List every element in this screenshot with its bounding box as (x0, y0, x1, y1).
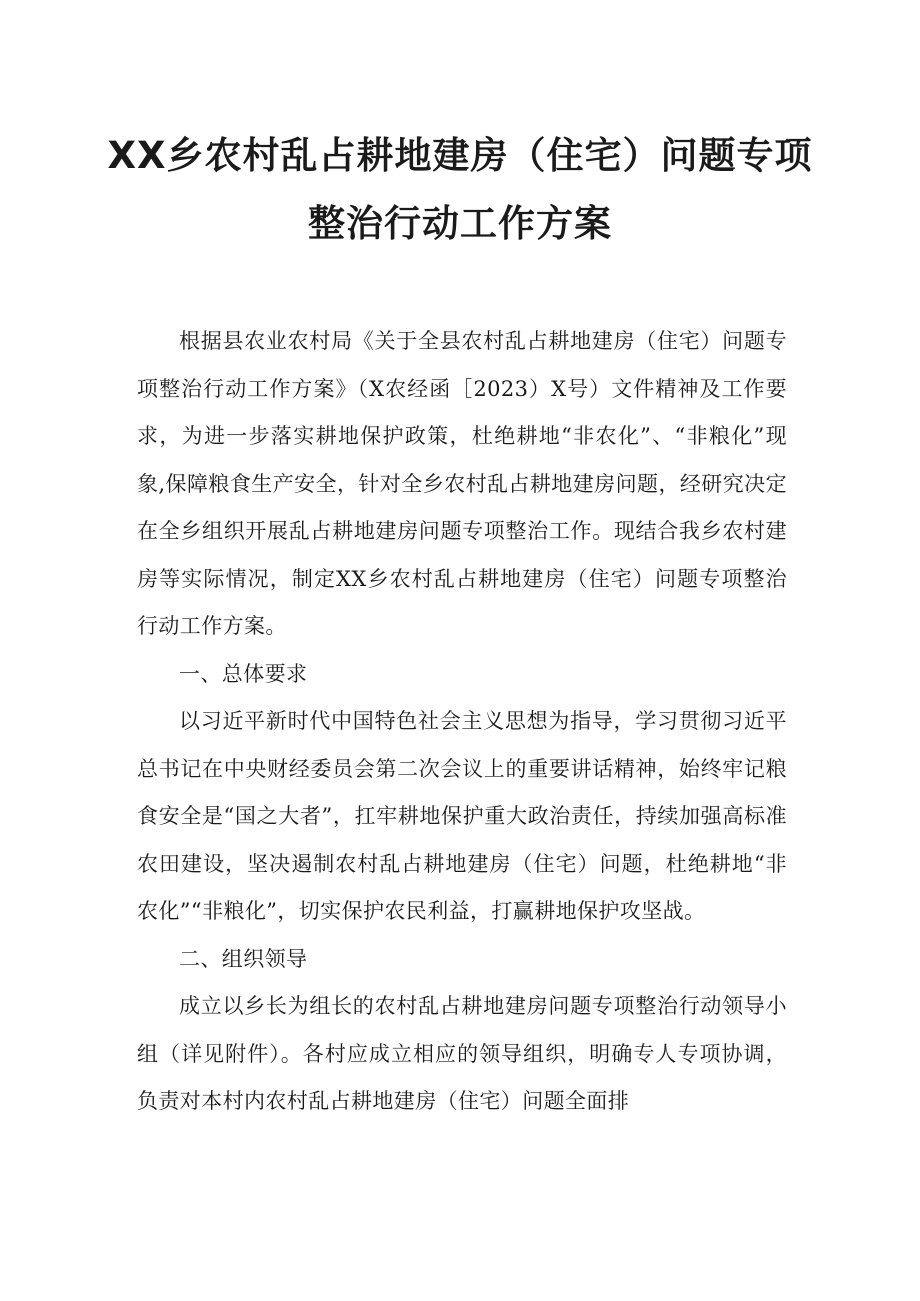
intro-paragraph: 根据县农业农村局《关于全县农村乱占耕地建房（住宅）问题专项整治行动工作方案》（X农经函［2023）X号）文件精神及工作要求，为进一步落实耕地保护政策，杜绝耕地“非农化”、“非粮化”现象,保障粮食生产安全，针对全乡农村乱占耕地建房问题，经研究决定在全乡组织开展乱占耕地建房问题专项整治工作。现结合我乡农村建房等实际情况，制定XX乡农村乱占耕地建房（住宅）问题专项整治行动工作方案。 (137, 329, 787, 638)
section-heading-general-requirements: 一、总体要求 (179, 661, 308, 686)
document-title-line-1: XX乡农村乱占耕地建房（住宅）问题专项 (107, 134, 813, 177)
section-heading-organization-leadership: 二、组织领导 (179, 946, 308, 971)
general-requirements-paragraph: 以习近平新时代中国特色社会主义思想为指导，学习贯彻习近平总书记在中央财经委员会第二次会议上的重要讲话精神，始终牢记粮食安全是“国之大者”，扛牢耕地保护重大政治责任，持续加强高标准农田建设，坚决遏制农村乱占耕地建房（住宅）问题，杜绝耕地“非农化”“非粮化”，切实保护农民利益，打赢耕地保护攻坚战。 (137, 709, 787, 923)
organization-leadership-paragraph: 成立以乡长为组长的农村乱占耕地建房问题专项整治行动领导小组（详见附件）。各村应成立相应的领导组织，明确专人专项协调，负责对本村内农村乱占耕地建房（住宅）问题全面排 (137, 994, 787, 1113)
document-body (137, 318, 787, 1126)
document-title-line-2: 整治行动工作方案 (308, 202, 612, 245)
